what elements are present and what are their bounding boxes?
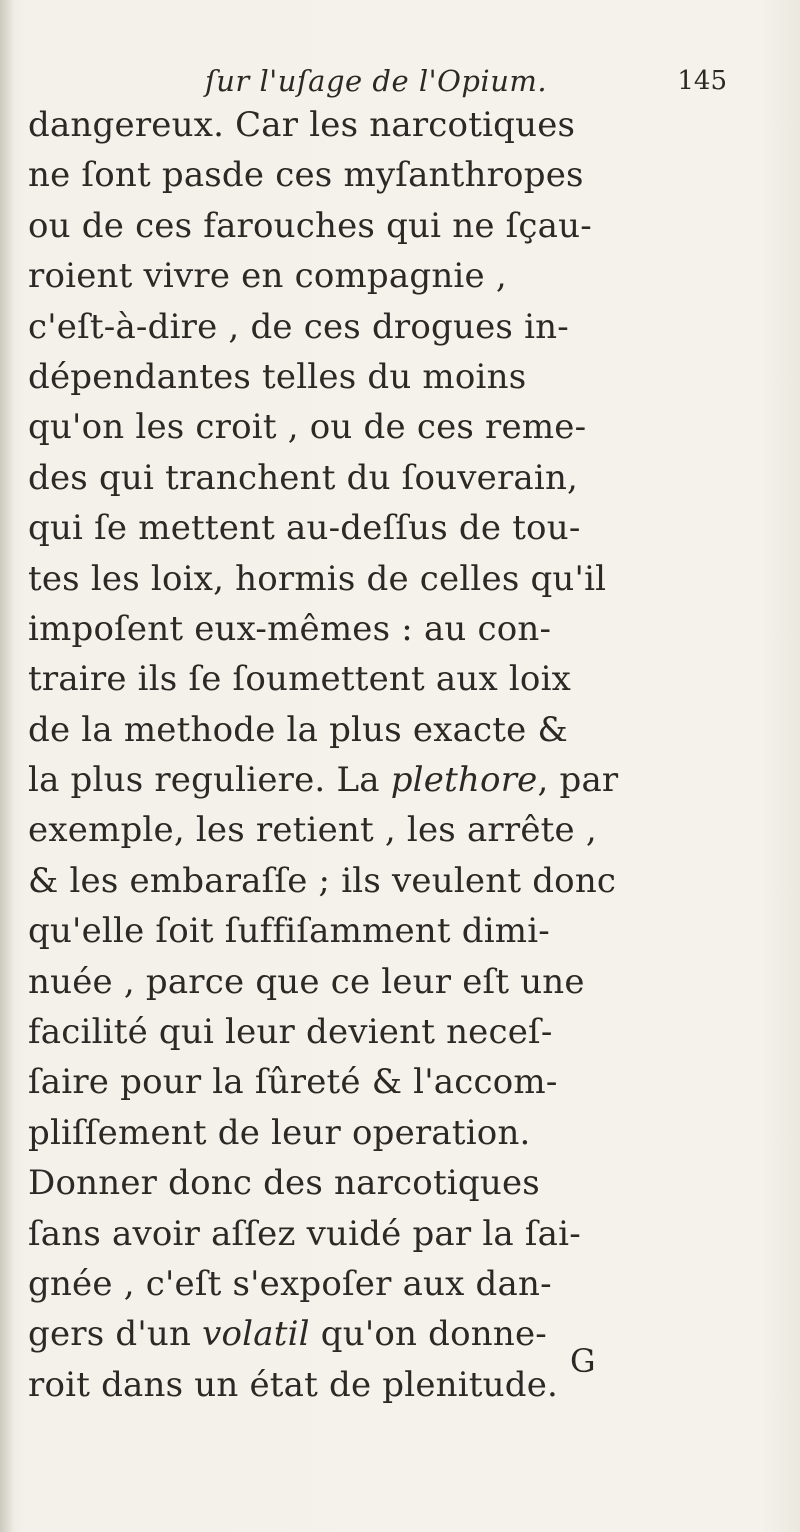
text-line: Donner donc des narcotiques bbox=[28, 1163, 540, 1204]
text-line: impoſent eux-mêmes : au con- bbox=[28, 608, 552, 649]
text-line-with-italic bbox=[28, 1309, 788, 1359]
text-line: & les embaraſſe ; ils veulent donc bbox=[28, 860, 617, 901]
text-line: dangereux. Car les narcotiques bbox=[28, 105, 576, 145]
text-line: gnée , c'eſt s'expoſer aux dan- bbox=[28, 1263, 552, 1304]
text-segment: gers d'un bbox=[28, 1314, 203, 1355]
text-line: pliſſement de leur operation. bbox=[28, 1112, 531, 1153]
text-line: ſaire pour la ſûreté & l'accom- bbox=[28, 1062, 558, 1103]
text-line: c'eſt-à-dire , de ces drogues in- bbox=[28, 306, 569, 347]
text-line: des qui tranchent du ſouverain, bbox=[28, 457, 579, 498]
text-line: traire ils ſe ſoumettent aux loix bbox=[28, 659, 572, 700]
text-line: ne ſont pasde ces myſanthropes bbox=[28, 155, 584, 196]
italic-term-plethore: plethore bbox=[390, 760, 538, 801]
gutter-shadow bbox=[0, 0, 14, 1532]
text-line: roient vivre en compagnie , bbox=[28, 256, 507, 297]
page-number: 145 bbox=[677, 66, 727, 96]
text-segment: la plus reguliere. La bbox=[28, 760, 391, 801]
body-text bbox=[28, 100, 788, 1410]
text-line: de la methode la plus exacte & bbox=[28, 709, 568, 750]
signature-mark: G bbox=[570, 1342, 596, 1380]
text-segment: qu'on donne- bbox=[309, 1314, 547, 1355]
text-line: dépendantes telles du moins bbox=[28, 356, 527, 397]
text-line-with-italic bbox=[28, 755, 788, 805]
italic-term-volatil: volatil bbox=[202, 1314, 310, 1355]
text-line: facilité qui leur devient neceſ- bbox=[28, 1012, 553, 1053]
text-line: tes les loix, hormis de celles qu'il bbox=[28, 558, 607, 599]
text-line: ſans avoir aſſez vuidé par la ſai- bbox=[28, 1213, 581, 1254]
text-line: qui ſe mettent au-deſſus de tou- bbox=[28, 508, 581, 549]
text-line: qu'on les croit , ou de ces reme- bbox=[28, 407, 587, 448]
running-head-title: ſur l'uſage de l'Opium. bbox=[205, 64, 548, 98]
text-line: exemple, les retient , les arrête , bbox=[28, 810, 597, 851]
text-line: ou de ces farouches qui ne ſçau- bbox=[28, 205, 592, 246]
text-line: qu'elle ſoit ſuffiſamment dimi- bbox=[28, 911, 550, 952]
text-segment: , par bbox=[537, 760, 619, 801]
text-line: roit dans un état de plenitude. bbox=[28, 1364, 559, 1405]
text-line: nuée , parce que ce leur eſt une bbox=[28, 961, 585, 1002]
running-head bbox=[205, 58, 745, 102]
